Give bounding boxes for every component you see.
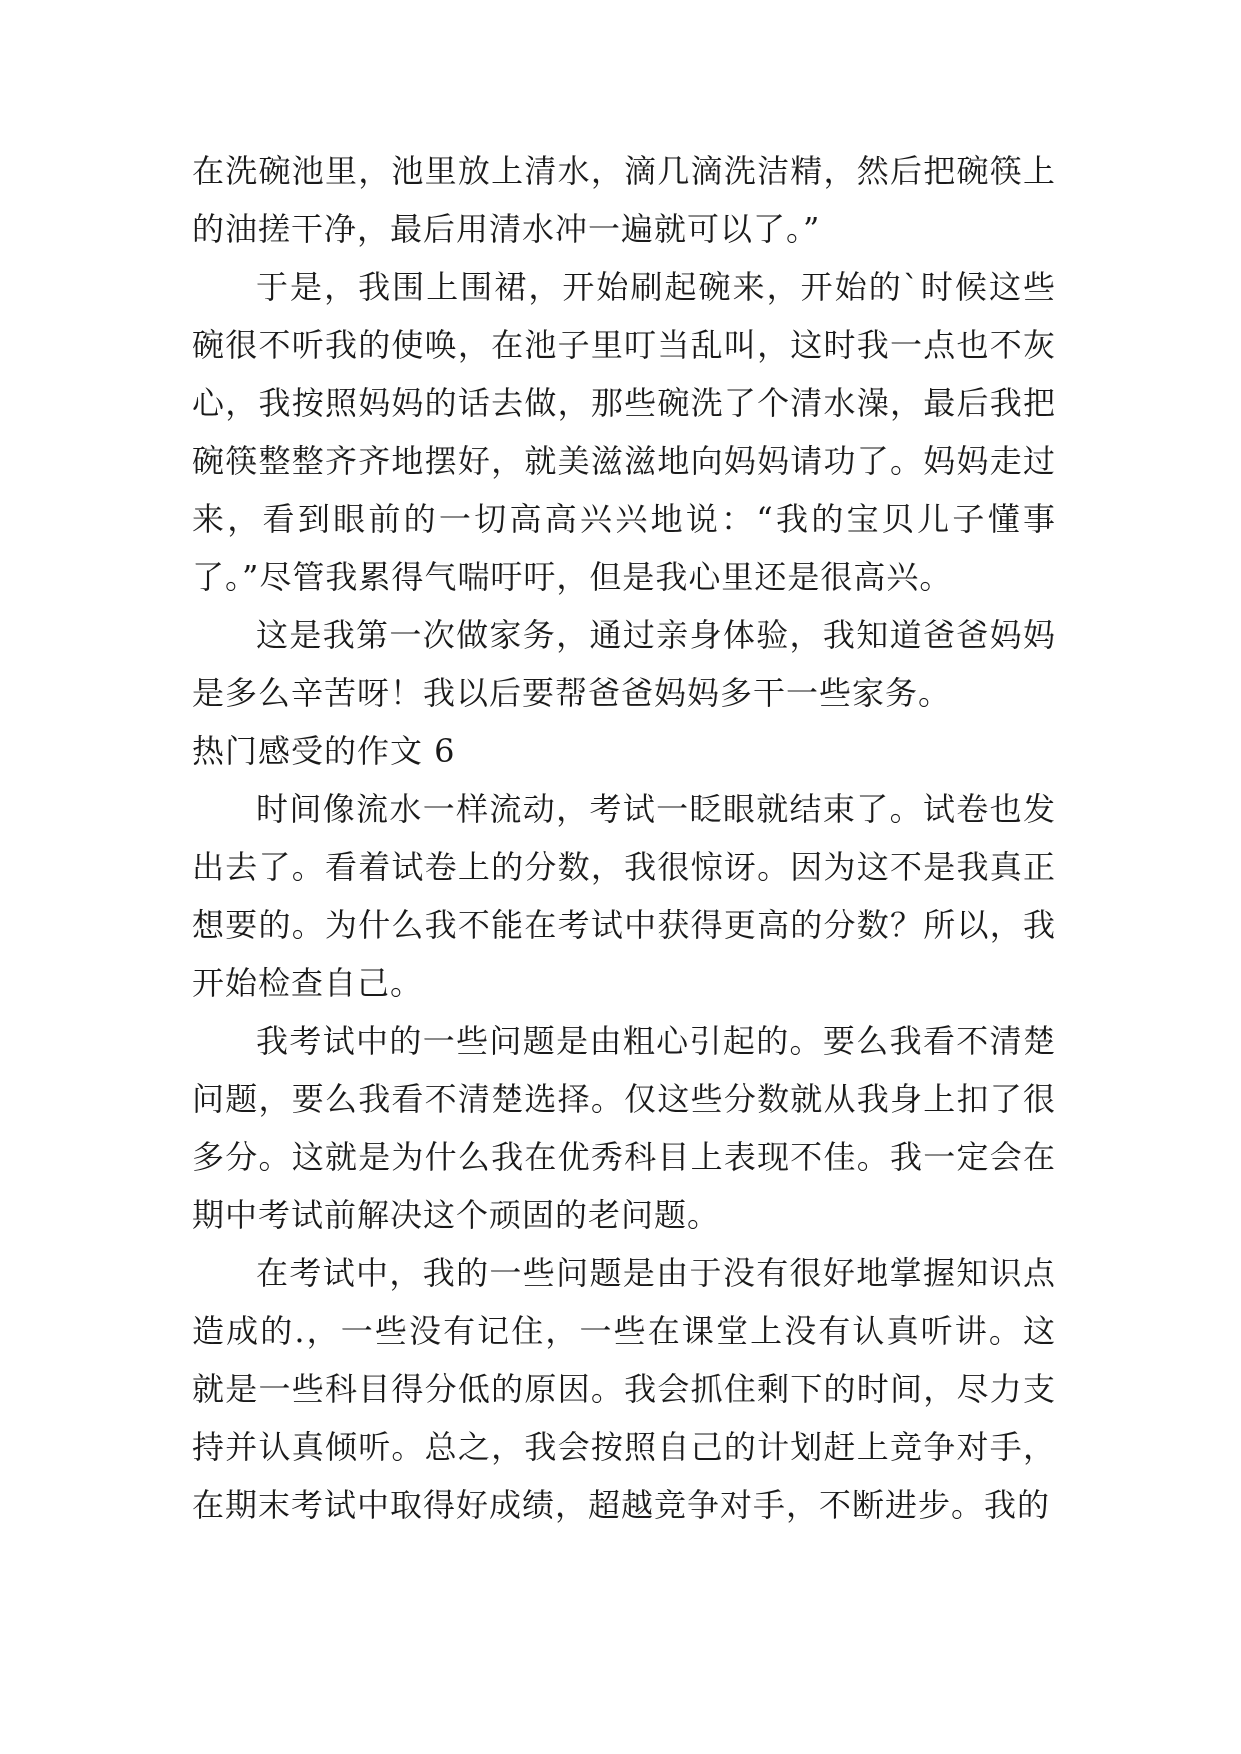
- paragraph-6: 在考试中，我的一些问题是由于没有很好地掌握知识点造成的.，一些没有记住，一些在课堂上没有认真听讲。这就是一些科目得分低的原因。我会抓住剩下的时间，尽力支持并认真倾听。总之，我会按照自己的计划赶上竞争对手，在期末考试中取得好成绩，超越竞争对手，不断进步。我的: [192, 1254, 1056, 1524]
- paragraph-3: 这是我第一次做家务，通过亲身体验，我知道爸爸妈妈是多么辛苦呀！我以后要帮爸爸妈妈多干一些家务。: [192, 616, 1056, 712]
- document-page: [192, 142, 1056, 1534]
- paragraph-1: 在洗碗池里，池里放上清水，滴几滴洗洁精，然后把碗筷上的油搓干净，最后用清水冲一遍就可以了。”: [192, 152, 1056, 248]
- paragraph-4: 时间像流水一样流动，考试一眨眼就结束了。试卷也发出去了。看着试卷上的分数，我很惊讶。因为这不是我真正想要的。为什么我不能在考试中获得更高的分数？所以，我开始检查自己。: [192, 790, 1056, 1002]
- paragraph-2: 于是，我围上围裙，开始刷起碗来，开始的`时候这些碗很不听我的使唤，在池子里叮当乱叫，这时我一点也不灰心，我按照妈妈的话去做，那些碗洗了个清水澡，最后我把碗筷整整齐齐地摆好，就美滋滋地向妈妈请功了。妈妈走过来，看到眼前的一切高高兴兴地说：“我的宝贝儿子懂事了。”尽管我累得气喘吁吁，但是我心里还是很高兴。: [192, 268, 1056, 596]
- section-heading: 热门感受的作文 6: [192, 732, 456, 770]
- paragraph-5: 我考试中的一些问题是由粗心引起的。要么我看不清楚问题，要么我看不清楚选择。仅这些分数就从我身上扣了很多分。这就是为什么我在优秀科目上表现不佳。我一定会在期中考试前解决这个顽固的老问题。: [192, 1022, 1056, 1234]
